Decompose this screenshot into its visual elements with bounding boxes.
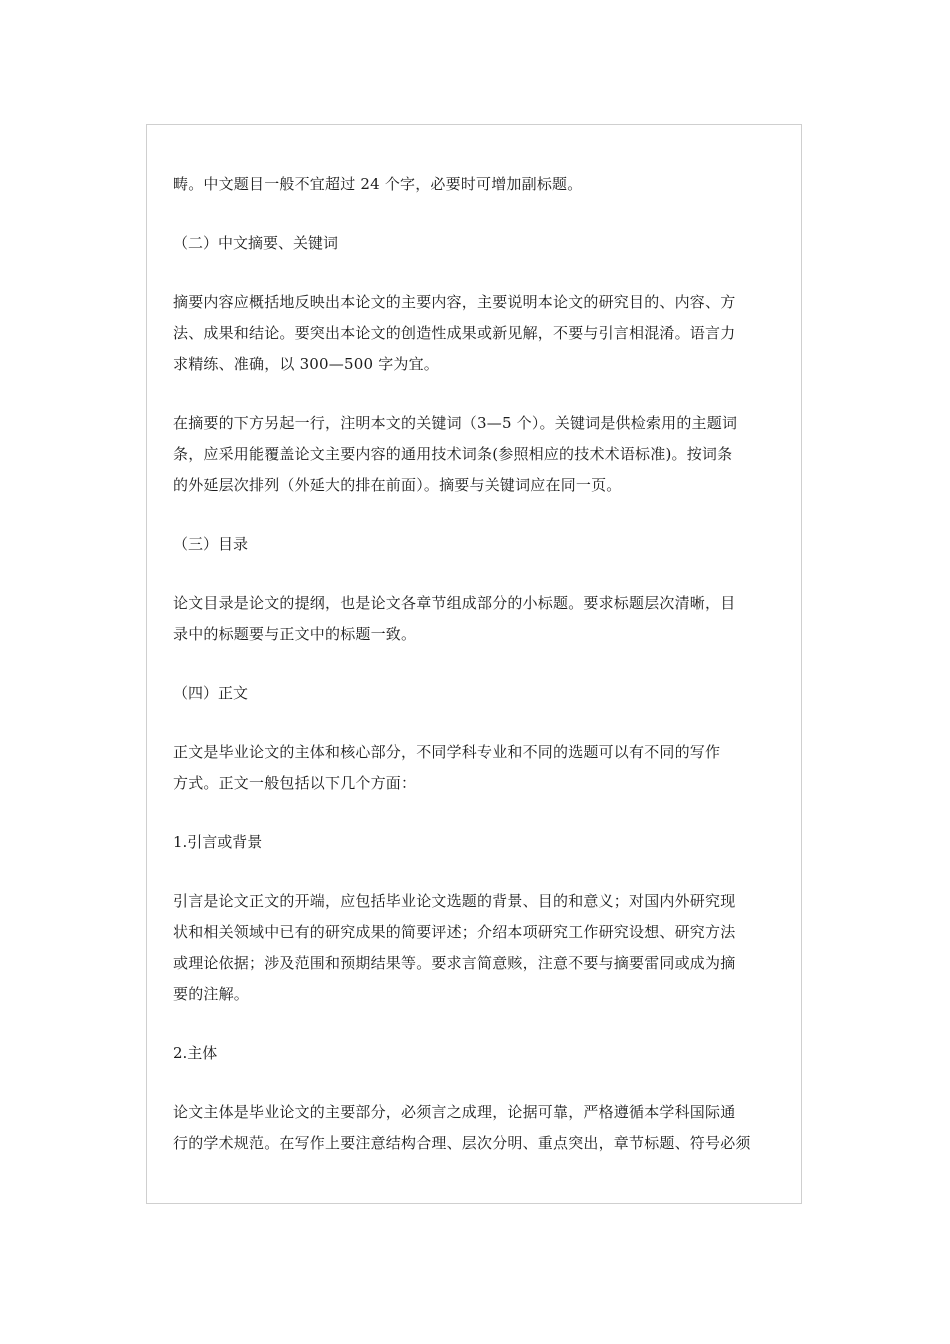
- paragraph-intro: 引言是论文正文的开端，应包括毕业论文选题的背景、目的和意义；对国内外研究现 状和相关领域中已有的研究成果的简要评述；介绍本项研究工作研究设想、研究方法 或理论依据；涉及范围和预期结果等。要求言简意赅，注意不要与摘要雷同或成为摘 要的注解。: [173, 892, 736, 1003]
- document-body: [173, 169, 779, 1159]
- subsection-heading-main: 2.主体: [173, 1044, 218, 1062]
- section-heading-body: （四）正文: [173, 684, 249, 702]
- paragraph-keywords: 在摘要的下方另起一行，注明本文的关键词（3—5 个）。关键词是供检索用的主题词 条，应采用能覆盖论文主要内容的通用技术词条(参照相应的技术术语标准)。按词条 的外延层次排列（外延大的排在前面）。摘要与关键词应在同一页。: [173, 414, 738, 494]
- section-heading-abstract: （二）中文摘要、关键词: [173, 234, 339, 252]
- paragraph-toc: 论文目录是论文的提纲，也是论文各章节组成部分的小标题。要求标题层次清晰，目 录中的标题要与正文中的标题一致。: [173, 594, 736, 643]
- subsection-heading-intro: 1.引言或背景: [173, 833, 263, 851]
- paragraph-title-limit: 畴。中文题目一般不宜超过 24 个字，必要时可增加副标题。: [173, 175, 583, 193]
- paragraph-main: 论文主体是毕业论文的主要部分，必须言之成理，论据可靠，严格遵循本学科国际通 行的学术规范。在写作上要注意结构合理、层次分明、重点突出，章节标题、符号必须: [173, 1103, 751, 1152]
- paragraph-body: 正文是毕业论文的主体和核心部分，不同学科专业和不同的选题可以有不同的写作 方式。正文一般包括以下几个方面：: [173, 743, 721, 792]
- paragraph-abstract: 摘要内容应概括地反映出本论文的主要内容，主要说明本论文的研究目的、内容、方 法、成果和结论。要突出本论文的创造性成果或新见解，不要与引言相混淆。语言力 求精练、准确，以 300—500 字为宜。: [173, 293, 736, 373]
- document-page: [146, 124, 802, 1204]
- section-heading-toc: （三）目录: [173, 535, 249, 553]
